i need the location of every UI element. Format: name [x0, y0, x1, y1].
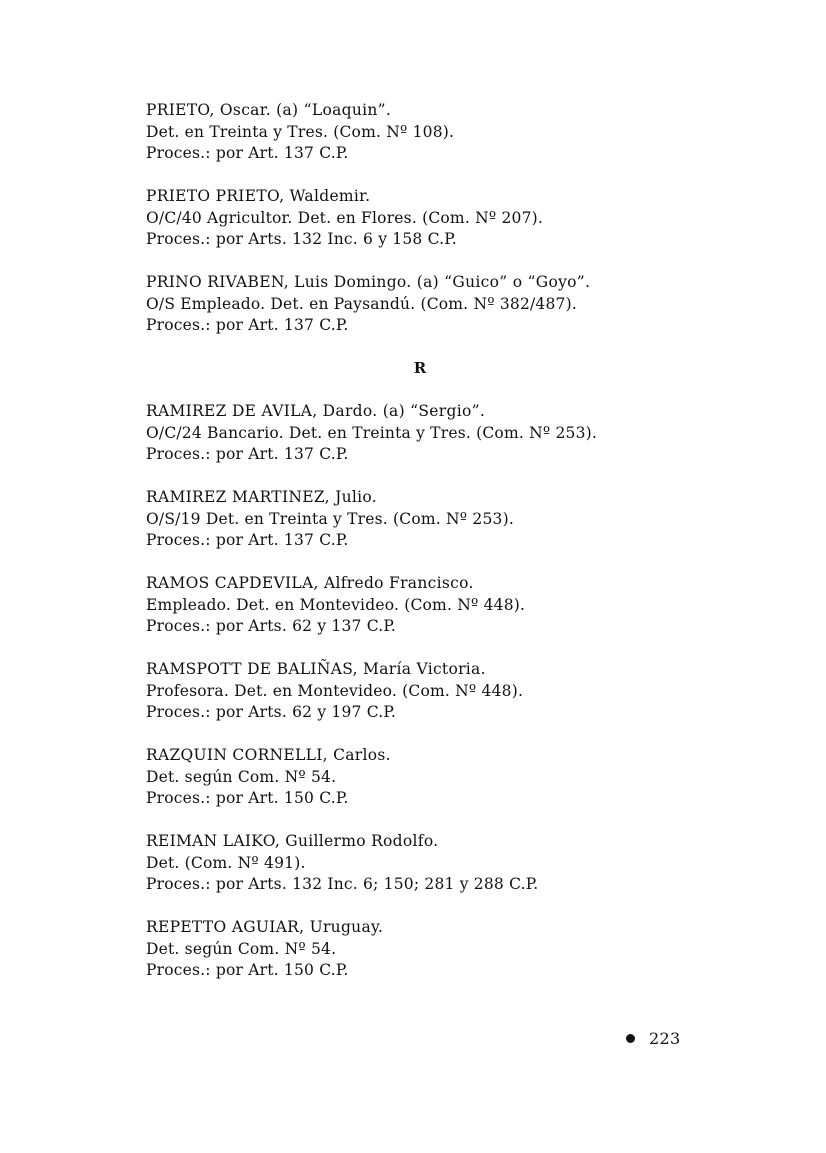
entry-name: RAMSPOTT DE BALIÑAS, María Victoria.	[146, 660, 486, 678]
bullet-icon	[626, 1034, 635, 1043]
entry-detail: Det. según Com. Nº 54.	[146, 939, 337, 958]
entry-detail: Empleado. Det. en Montevideo. (Com. Nº 448).	[146, 595, 526, 614]
document-page	[146, 100, 706, 1003]
entry-name: REIMAN LAIKO, Guillermo Rodolfo.	[146, 832, 439, 850]
entry	[146, 186, 706, 251]
entry-name: RAMIREZ MARTINEZ, Julio.	[146, 488, 377, 506]
entry-process: Proces.: por Arts. 62 y 137 C.P.	[146, 617, 396, 635]
entry-process: Proces.: por Art. 150 C.P.	[146, 789, 349, 807]
entry-name: RAZQUIN CORNELLI, Carlos.	[146, 746, 391, 764]
entry-name: REPETTO AGUIAR, Uruguay.	[146, 918, 384, 936]
entry	[146, 917, 706, 982]
entry-detail: O/C/24 Bancario. Det. en Treinta y Tres. (Com. Nº 253).	[146, 423, 598, 442]
entry-name: PRIETO, Oscar. (a) “Loaquin”.	[146, 101, 392, 119]
entry-process: Proces.: por Art. 137 C.P.	[146, 531, 349, 549]
entry	[146, 487, 706, 552]
entry-name: RAMIREZ DE AVILA, Dardo. (a) “Sergio”.	[146, 402, 486, 420]
entry	[146, 831, 706, 896]
entry-process: Proces.: por Arts. 62 y 197 C.P.	[146, 703, 396, 721]
entry-name: PRINO RIVABEN, Luis Domingo. (a) “Guico” o “Goyo”.	[146, 273, 591, 291]
entry	[146, 100, 706, 165]
entry-process: Proces.: por Arts. 132 Inc. 6 y 158 C.P.	[146, 230, 457, 248]
entry	[146, 573, 706, 638]
entry-name: PRIETO PRIETO, Waldemir.	[146, 187, 371, 205]
page-number: 223	[649, 1029, 681, 1048]
entry-name: RAMOS CAPDEVILA, Alfredo Francisco.	[146, 574, 474, 592]
entry-detail: O/S Empleado. Det. en Paysandú. (Com. Nº 382/487).	[146, 294, 577, 313]
entry-process: Proces.: por Art. 137 C.P.	[146, 144, 349, 162]
entry-detail: Profesora. Det. en Montevideo. (Com. Nº 448).	[146, 681, 524, 700]
entry-process: Proces.: por Art. 150 C.P.	[146, 961, 349, 979]
entry-process: Proces.: por Art. 137 C.P.	[146, 445, 349, 463]
entry-detail: O/S/19 Det. en Treinta y Tres. (Com. Nº 253).	[146, 509, 514, 528]
entry	[146, 745, 706, 810]
page-footer	[626, 1029, 680, 1048]
entry	[146, 401, 706, 466]
entry-detail: Det. en Treinta y Tres. (Com. Nº 108).	[146, 122, 455, 141]
entry	[146, 659, 706, 724]
entry	[146, 272, 706, 337]
entry-detail: Det. según Com. Nº 54.	[146, 767, 337, 786]
entry-process: Proces.: por Arts. 132 Inc. 6; 150; 281 y 288 C.P.	[146, 875, 539, 893]
entry-detail: Det. (Com. Nº 491).	[146, 853, 306, 872]
entry-detail: O/C/40 Agricultor. Det. en Flores. (Com. Nº 207).	[146, 208, 544, 227]
entry-process: Proces.: por Art. 137 C.P.	[146, 316, 349, 334]
section-letter-heading: R	[413, 359, 427, 377]
